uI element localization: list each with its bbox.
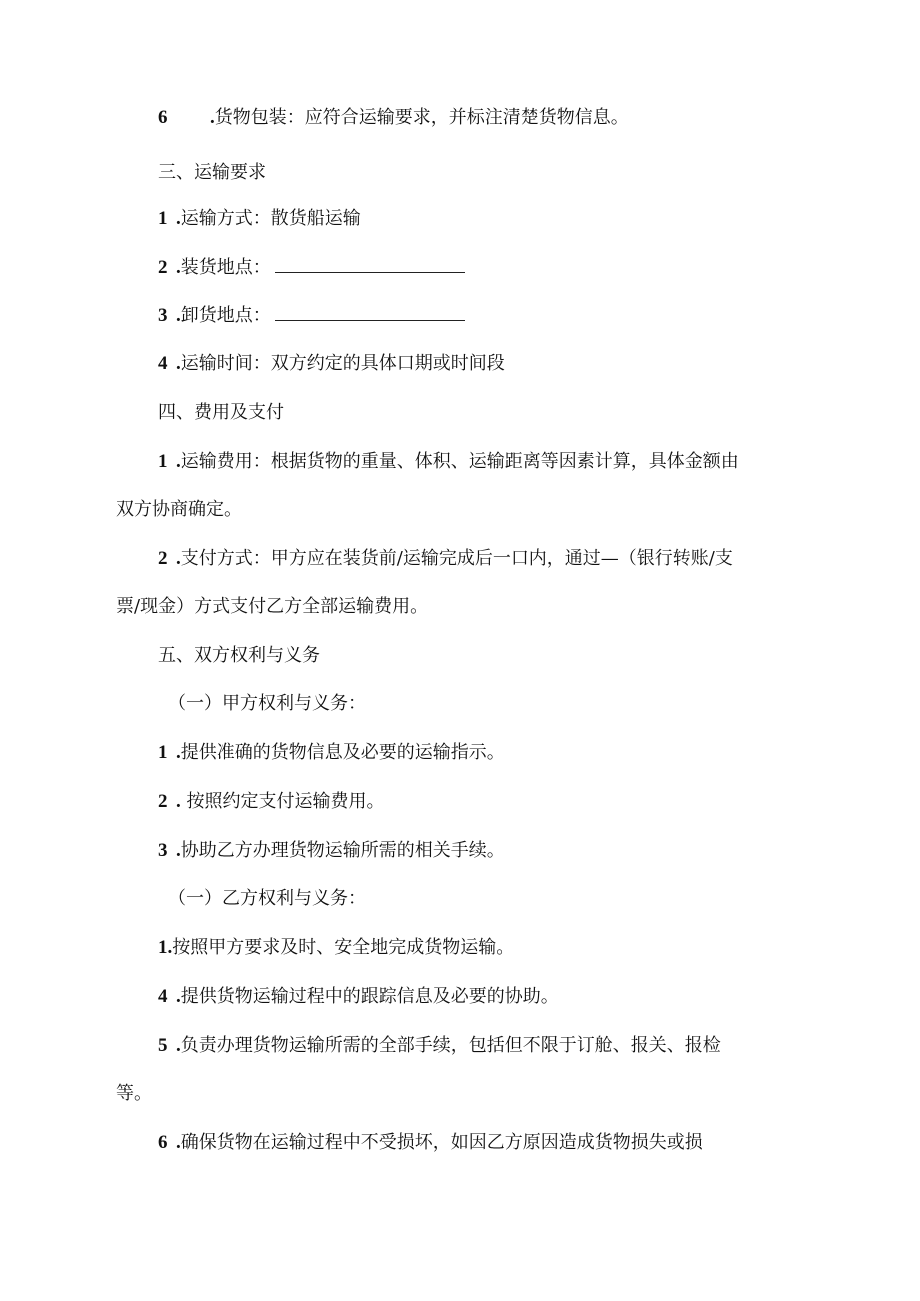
item-number: 2 [158, 548, 168, 569]
item-text: 支付方式：甲方应在装货前/运输完成后一口内，通过—（银行转账/支 [180, 548, 733, 569]
blank-underline [275, 304, 465, 321]
item-number: 1 [158, 451, 168, 472]
item-text: 运输费用：根据货物的重量、体积、运输距离等因素计算，具体金额由 [180, 451, 739, 472]
paragraph-continuation: 票/现金）方式支付乙方全部运输费用。 [116, 596, 429, 617]
item-text: 确保货物在运输过程中不受损坏，如因乙方原因造成货物损失或损 [180, 1132, 703, 1153]
item-text: 提供准确的货物信息及必要的运输指示。 [180, 742, 505, 763]
subsection-heading: （一）甲方权利与义务： [168, 693, 366, 714]
subsection-heading: （一）乙方权利与义务： [168, 888, 366, 909]
section-heading: 三、运输要求 [158, 162, 266, 183]
item-text: 负责办理货物运输所需的全部手续，包括但不限于订舱、报关、报检 [180, 1035, 721, 1056]
list-item: 3 .卸货地点： [158, 304, 465, 328]
item-number: 1 [158, 208, 168, 229]
item-text: 按照甲方要求及时、安全地完成货物运输。 [172, 937, 515, 958]
list-item: 1 .运输费用：根据货物的重量、体积、运输距离等因素计算，具体金额由 [158, 451, 739, 472]
list-item: 2 . 按照约定支付运输费用。 [158, 791, 385, 812]
item-text: 运输时间：双方约定的具体口期或时间段 [180, 353, 505, 374]
list-item: 1 .提供准确的货物信息及必要的运输指示。 [158, 742, 505, 763]
paragraph-continuation: 双方协商确定。 [116, 499, 242, 520]
list-item: 1.按照甲方要求及时、安全地完成货物运输。 [158, 937, 515, 958]
item-text: 提供货物运输过程中的跟踪信息及必要的协助。 [180, 986, 559, 1007]
item-number: 3 [158, 305, 168, 326]
list-item: 6 .确保货物在运输过程中不受损坏，如因乙方原因造成货物损失或损 [158, 1132, 703, 1153]
list-item: 3 .协助乙方办理货物运输所需的相关手续。 [158, 840, 505, 861]
paragraph-continuation: 等。 [116, 1083, 152, 1104]
item-text: 货物包装：应符合运输要求，并标注清楚货物信息。 [214, 107, 629, 128]
blank-underline [275, 256, 465, 273]
item-number: 5 [158, 1035, 168, 1056]
item-number: 1 [158, 937, 168, 958]
item-text: 按照约定支付运输费用。 [180, 791, 385, 812]
item-number: 4 [158, 986, 168, 1007]
item-text: 协助乙方办理货物运输所需的相关手续。 [180, 840, 505, 861]
item-text: 装货地点： [180, 257, 271, 278]
list-item: 2 .支付方式：甲方应在装货前/运输完成后一口内，通过—（银行转账/支 [158, 548, 733, 569]
item-text: 卸货地点： [180, 305, 271, 326]
list-item: 4 .运输时间：双方约定的具体口期或时间段 [158, 353, 505, 374]
list-item: 6 .货物包装：应符合运输要求，并标注清楚货物信息。 [158, 107, 629, 128]
item-number: 4 [158, 353, 168, 374]
item-number: 1 [158, 742, 168, 763]
item-number: 3 [158, 840, 168, 861]
list-item: 4 .提供货物运输过程中的跟踪信息及必要的协助。 [158, 986, 559, 1007]
list-item: 1 .运输方式：散货船运输 [158, 208, 361, 229]
item-text: 运输方式：散货船运输 [180, 208, 361, 229]
list-item: 5 .负责办理货物运输所需的全部手续，包括但不限于订舱、报关、报检 [158, 1035, 721, 1056]
item-number: 2 [158, 791, 168, 812]
item-number: 6 [158, 1132, 168, 1153]
section-heading: 五、双方权利与义务 [158, 645, 320, 666]
section-heading: 四、费用及支付 [158, 402, 284, 423]
item-number: 6 [158, 107, 168, 128]
list-item: 2 .装货地点： [158, 256, 465, 280]
item-number: 2 [158, 257, 168, 278]
